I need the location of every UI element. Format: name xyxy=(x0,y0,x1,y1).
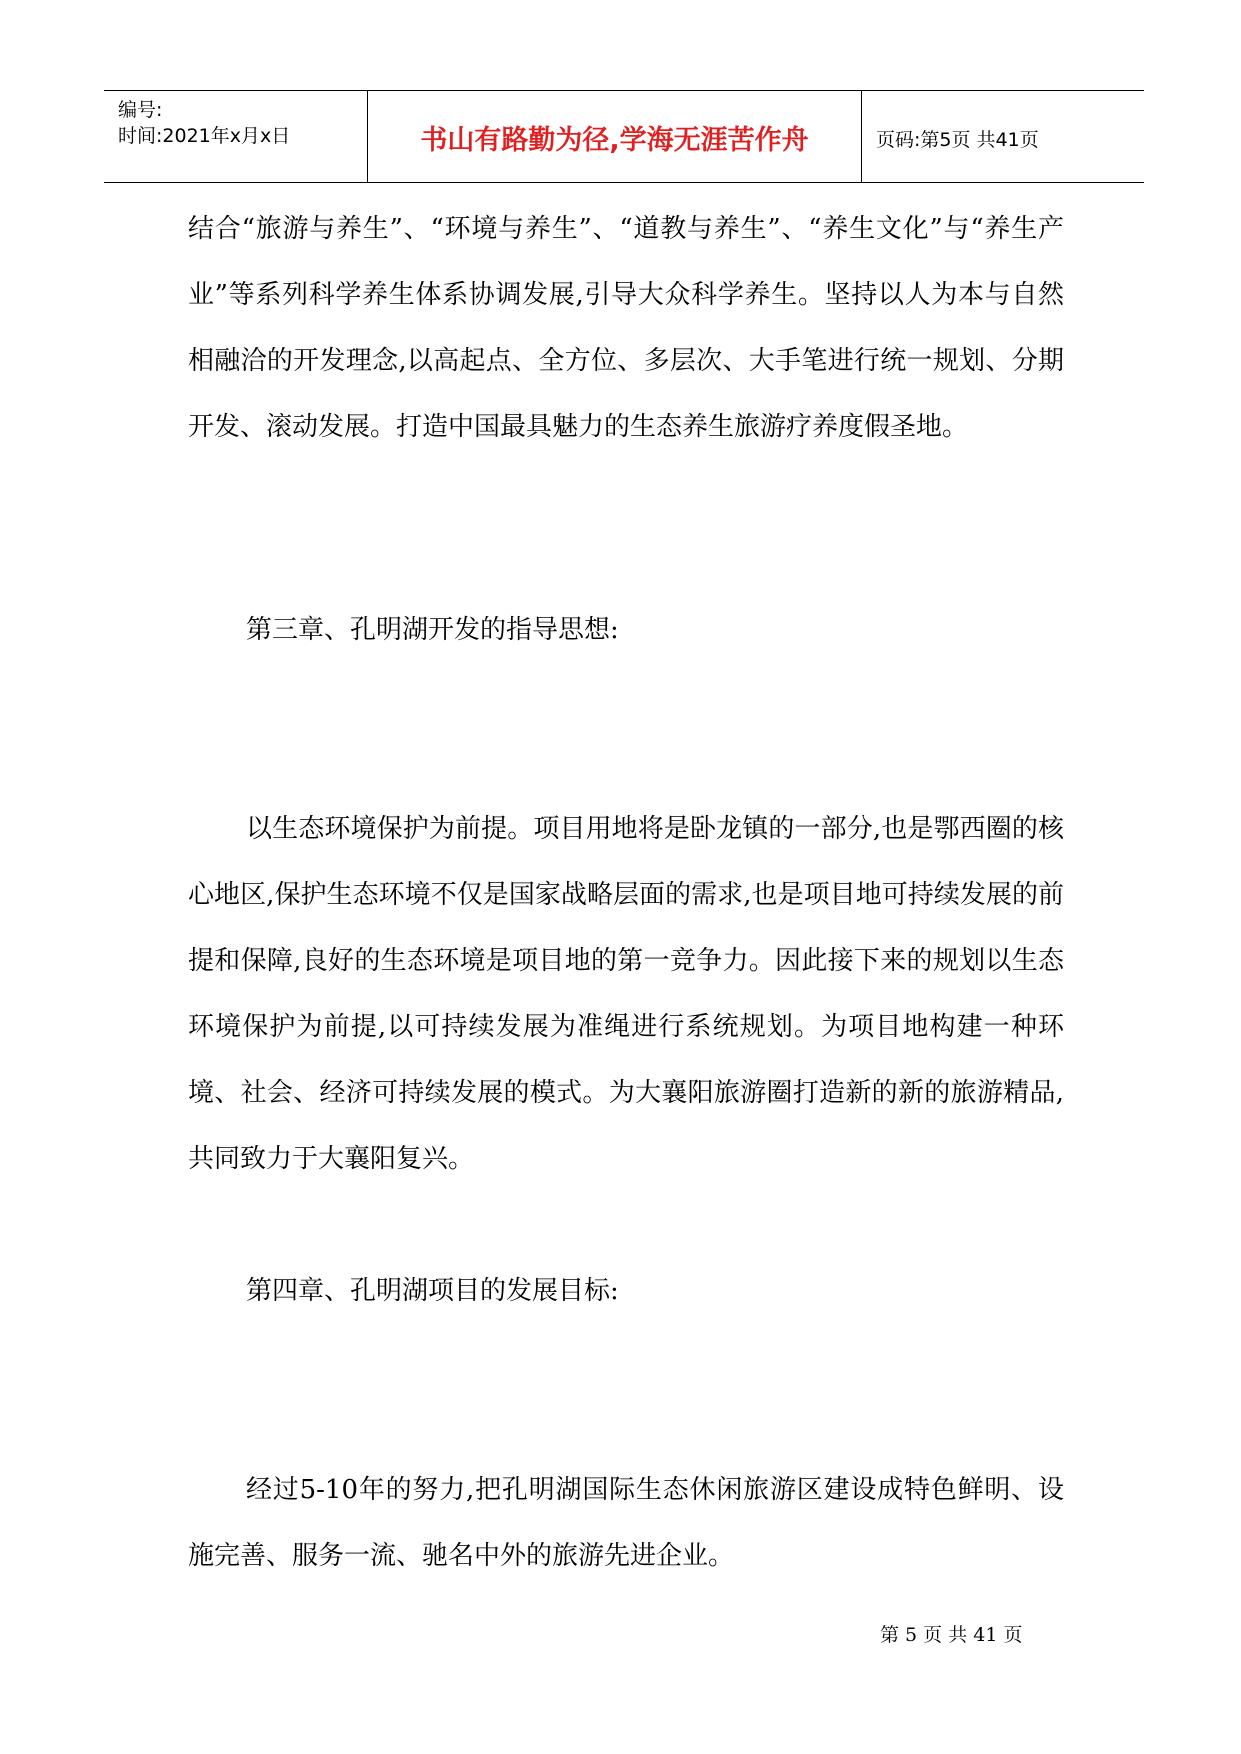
paragraph-text: 以生态环境保护为前提。项目用地将是卧龙镇的一部分,也是鄂西圈的核心地区,保护生态环境不仅是国家战略层面的需求,也是项目地可持续发展的前提和保障,良好的生态环境是项目地的第一竞争力。因此接下来的规划以生态环境保护为前提,以可持续发展为准绳进行系统规划。为项目地构建一种环境、社会、经济可持续发展的模式。为大襄阳旅游圈打造新的新的旅游精品,共同致力于大襄阳复兴。 xyxy=(188,814,1065,1174)
header-page-info: 页码:第5页 共41页 xyxy=(876,129,1039,151)
paragraph-text: 结合“旅游与养生”、“环境与养生”、“道教与养生”、“养生文化”与“养生产业”等系列科学养生体系协调发展,引导大众科学养生。坚持以人为本与自然相融洽的开发理念,以高起点、全方位、多层次、大手笔进行统一规划、分期开发、滚动发展。打造中国最具魅力的生态养生旅游疗养度假圣地。 xyxy=(188,214,1064,442)
chapter-4-heading xyxy=(188,1258,1064,1324)
document-number-label: 编号: xyxy=(118,99,163,121)
page-footer: 第 5 页 共 41 页 xyxy=(880,1624,1023,1646)
heading-text: 第三章、孔明湖开发的指导思想: xyxy=(246,615,619,645)
header-motto-cell xyxy=(368,91,862,182)
header-page-cell xyxy=(862,91,1144,182)
document-time-label: 时间:2021年x月x日 xyxy=(118,125,291,147)
paragraph-2 xyxy=(188,796,1064,1192)
paragraph-1 xyxy=(188,196,1064,460)
paragraph-3 xyxy=(188,1457,1064,1589)
page-header xyxy=(104,90,1144,183)
heading-text: 第四章、孔明湖项目的发展目标: xyxy=(246,1276,619,1306)
header-motto: 书山有路勤为径,学海无涯苦作舟 xyxy=(420,125,809,156)
chapter-3-heading xyxy=(188,597,1064,663)
paragraph-text: 经过5-10年的努力,把孔明湖国际生态休闲旅游区建设成特色鲜明、设施完善、服务一流、驰名中外的旅游先进企业。 xyxy=(188,1475,1064,1571)
header-meta-cell xyxy=(104,91,368,182)
